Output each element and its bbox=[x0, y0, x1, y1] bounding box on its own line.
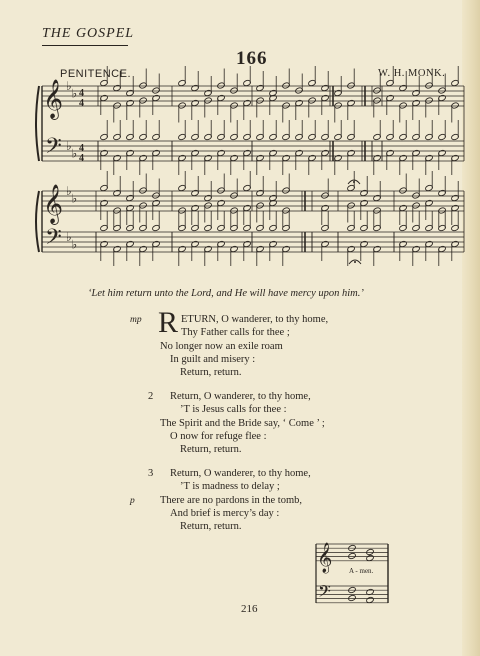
verse-line: The Spirit and the Bride say, ‘ Come ’ ; bbox=[160, 417, 325, 429]
verse-line: ’T is Jesus calls for thee : bbox=[180, 404, 287, 416]
treble-clef: 𝄞 bbox=[317, 543, 333, 572]
time-signature: 4 bbox=[79, 153, 84, 164]
verse-number: 3 bbox=[148, 468, 154, 479]
time-signature: 4 bbox=[79, 98, 84, 109]
flat-sign: ♭ bbox=[71, 146, 78, 161]
verse-line: No longer now an exile roam bbox=[160, 340, 283, 352]
flat-sign: ♭ bbox=[66, 139, 72, 153]
page-number: 216 bbox=[241, 603, 258, 615]
verse-line: ETURN, O wanderer, to thy home, bbox=[181, 314, 329, 325]
treble-clef: 𝄞 bbox=[43, 184, 64, 224]
flat-sign: ♭ bbox=[66, 184, 72, 198]
bass-clef: 𝄢 bbox=[45, 134, 62, 164]
verse-number: 2 bbox=[148, 391, 154, 402]
flat-sign: ♭ bbox=[66, 79, 72, 93]
flat-sign: ♭ bbox=[71, 237, 78, 252]
verse-line: Return, O wanderer, to thy home, bbox=[170, 468, 311, 479]
composer: W. H. MONK. bbox=[378, 68, 446, 79]
hymn-number: 166 bbox=[236, 48, 268, 69]
flat-sign: ♭ bbox=[71, 191, 78, 206]
drop-cap: R bbox=[158, 306, 179, 339]
verse-dynamic: mp bbox=[130, 315, 142, 325]
amen-label: A - men. bbox=[349, 567, 374, 575]
epigraph: ‘Let him return unto the Lord, and He will have mercy upon him.’ bbox=[88, 288, 364, 299]
treble-clef: 𝄞 bbox=[43, 79, 64, 119]
time-signature: 4 bbox=[79, 143, 84, 154]
running-head: THE GOSPEL bbox=[42, 26, 135, 41]
flat-sign: ♭ bbox=[71, 86, 78, 101]
flat-sign: ♭ bbox=[66, 230, 72, 244]
tune-name: PENITENCE. bbox=[60, 68, 132, 80]
verse-line: There are no pardons in the tomb, bbox=[160, 494, 302, 506]
verse-line: ’T is madness to delay ; bbox=[180, 481, 280, 493]
verse-line: And brief is mercy’s day : bbox=[170, 507, 280, 519]
verse-line: In guilt and misery : bbox=[170, 353, 256, 365]
verse-line: Thy Father calls for thee ; bbox=[181, 327, 290, 339]
verse-line: Return, return. bbox=[180, 367, 242, 379]
bass-clef: 𝄢 bbox=[45, 225, 62, 255]
verse-line: Return, return. bbox=[180, 444, 242, 456]
verse-line: Return, O wanderer, to thy home, bbox=[170, 391, 311, 402]
time-signature: 4 bbox=[79, 88, 84, 99]
verse-line: Return, return. bbox=[180, 521, 242, 533]
verse-line: O now for refuge flee : bbox=[170, 430, 267, 442]
bass-clef: 𝄢 bbox=[318, 583, 331, 605]
line-dynamic: p bbox=[130, 495, 135, 506]
